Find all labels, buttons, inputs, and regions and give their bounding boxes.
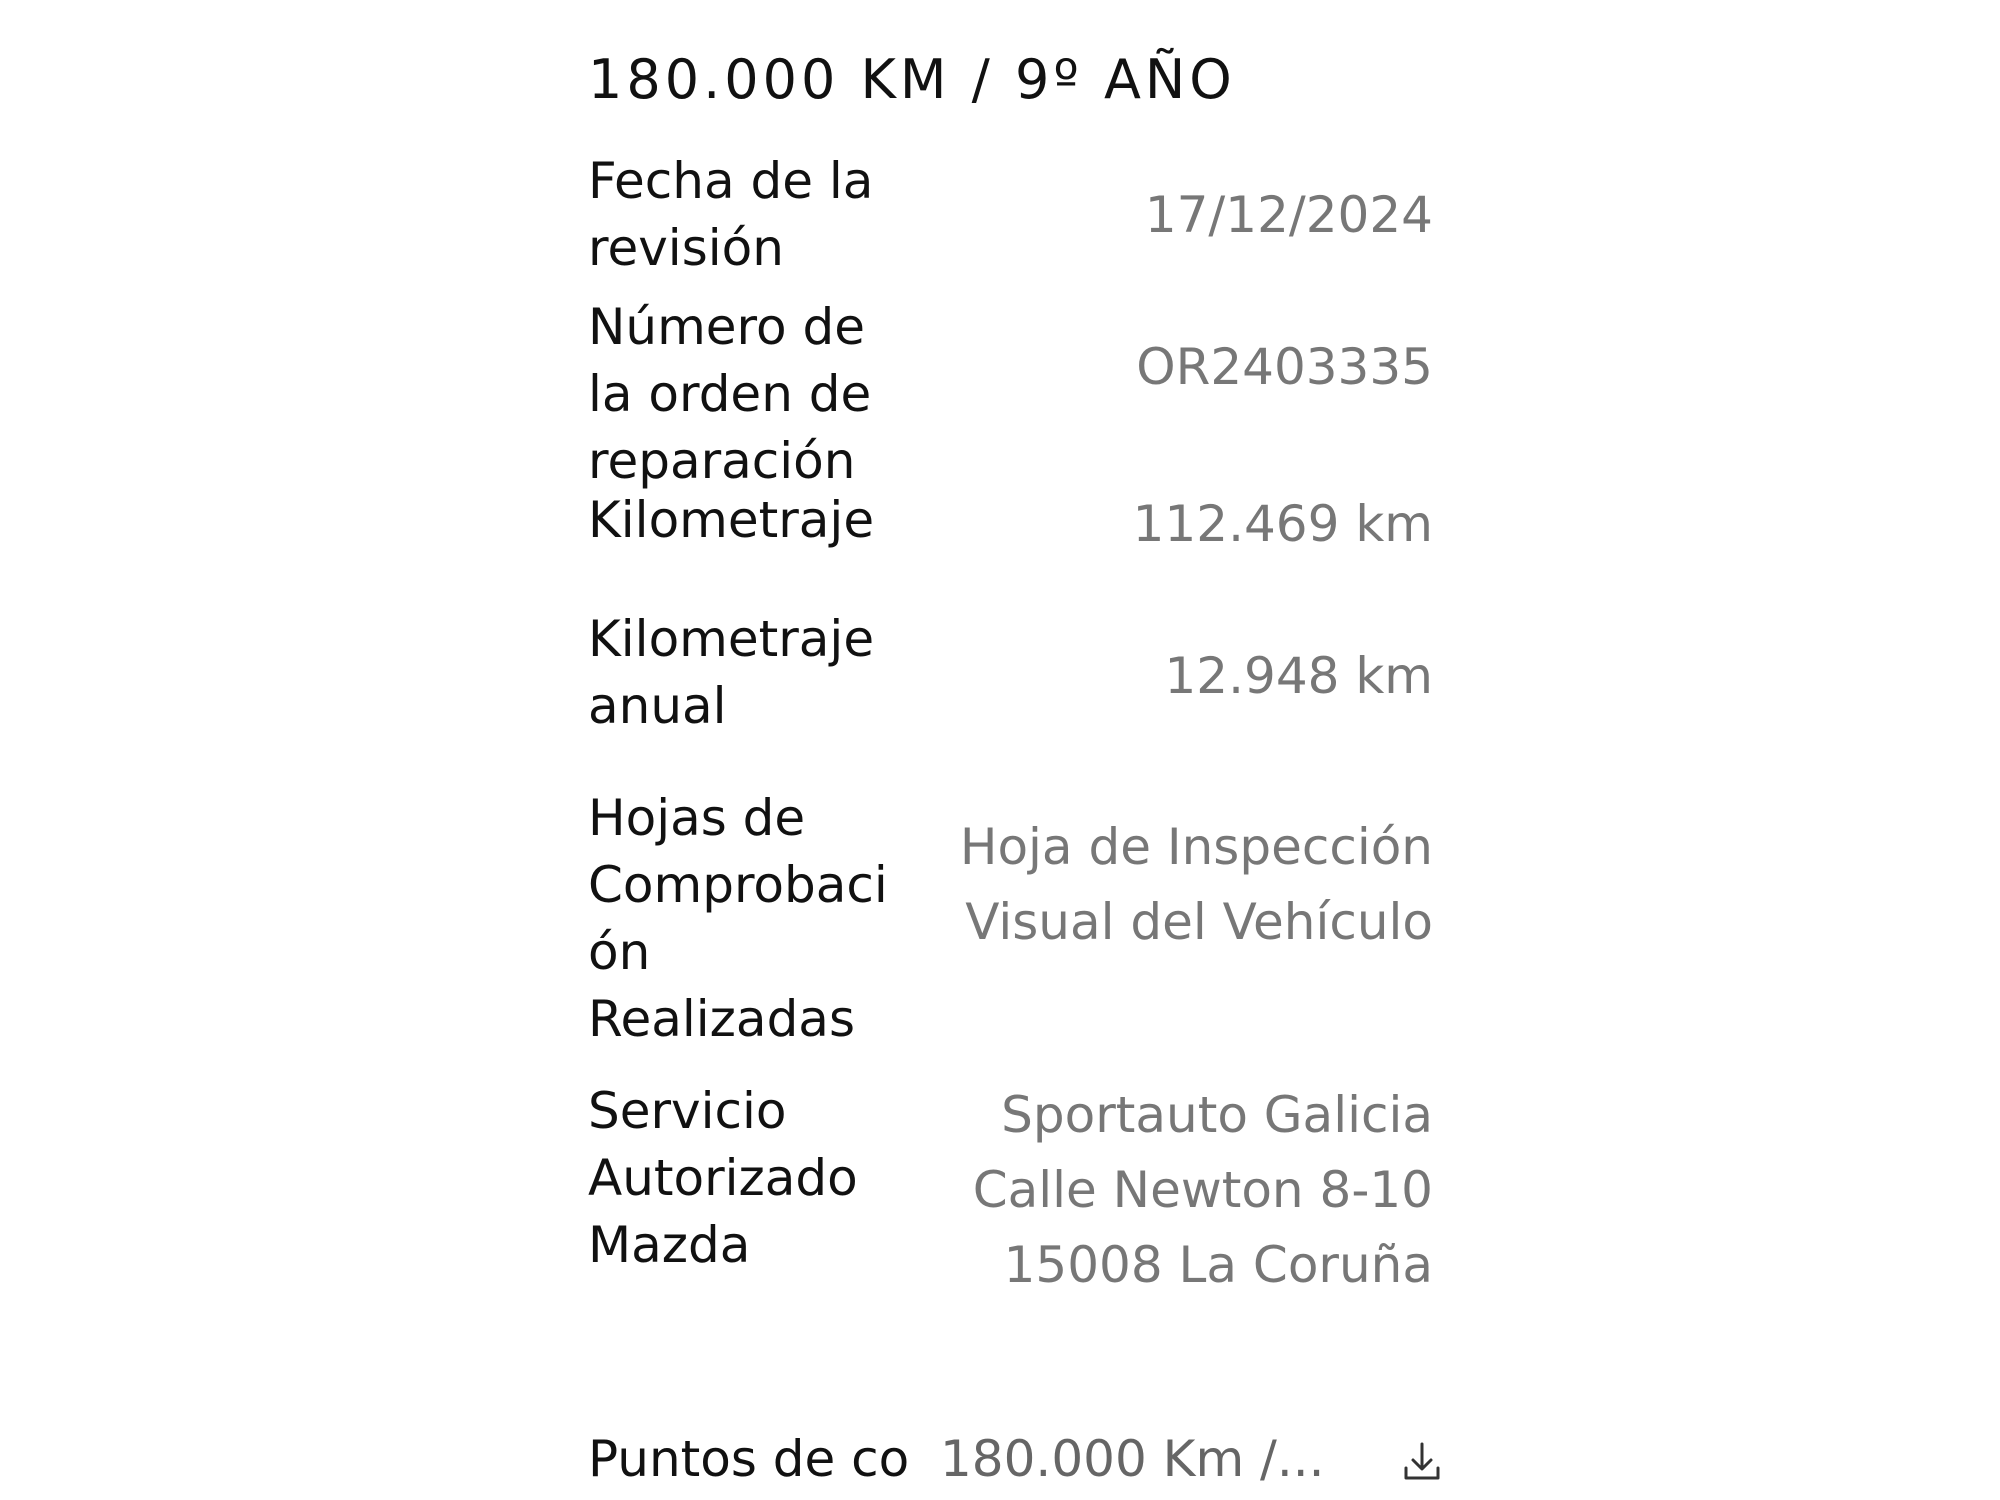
detail-value: 12.948 km [1164, 647, 1433, 705]
section-title: 180.000 KM / 9º AÑO [588, 48, 1236, 111]
document-label: Puntos de co [588, 1430, 910, 1488]
detail-label: Hojas de Comprobación Realizadas [588, 789, 888, 1048]
document-row[interactable] [588, 1430, 1468, 1500]
detail-label: Kilometraje anual [588, 610, 875, 735]
detail-label: Número de la orden de reparación [588, 298, 872, 490]
detail-value: Hoja de Inspección Visual del Vehículo [959, 818, 1433, 951]
detail-value: 112.469 km [1132, 495, 1433, 553]
detail-value: OR2403335 [1136, 338, 1433, 396]
detail-value: 17/12/2024 [1144, 186, 1433, 244]
download-icon[interactable] [1398, 1438, 1446, 1486]
detail-value: Sportauto Galicia Calle Newton 8-10 15008 La Coruña [972, 1086, 1433, 1294]
detail-label: Kilometraje [588, 491, 875, 549]
detail-label: Fecha de la revisión [588, 152, 874, 277]
detail-label: Servicio Autorizado Mazda [588, 1082, 858, 1274]
document-link[interactable]: 180.000 Km /... [940, 1430, 1325, 1488]
